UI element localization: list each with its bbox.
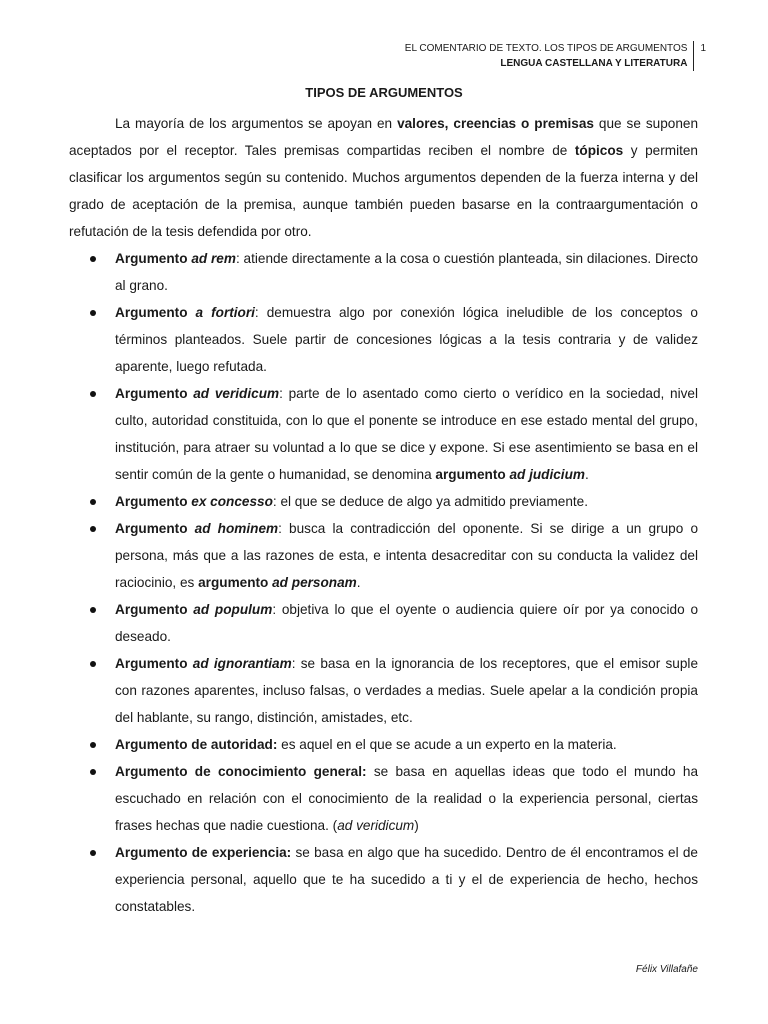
bullet-icon [90, 256, 96, 262]
bullet-icon [90, 607, 96, 613]
bullet-icon [90, 661, 96, 667]
page-header [405, 41, 706, 71]
bullet-icon [90, 499, 96, 505]
list-item-ad-rem: Argumento ad rem: atiende directamente a la cosa o cuestión planteada, sin dilaciones. Directo al grano. [69, 245, 698, 299]
bullet-icon [90, 742, 96, 748]
header-subject: LENGUA CASTELLANA Y LITERATURA [500, 58, 688, 69]
list-item-ad-hominem: Argumento ad hominem: busca la contradicción del oponente. Si se dirige a un grupo o persona, más que a las razones de esta, e intenta desacreditar con su conducta la validez del raciocinio, es argumento ad personam. [69, 515, 698, 596]
bullet-icon [90, 850, 96, 856]
bullet-icon [90, 391, 96, 397]
list-item-a-fortiori: Argumento a fortiori: demuestra algo por conexión lógica ineludible de los conceptos o términos planteados. Suele partir de concesiones lógicas a la tesis contraria y de validez aparente, luego refutada. [69, 299, 698, 380]
list-item-conocimiento-general: Argumento de conocimiento general: se basa en aquellas ideas que todo el mundo ha escuchado en relación con el conocimiento de la realidad o la experiencia personal, ciertas frases hechas que nadie cuestiona. (ad veridicum) [69, 758, 698, 839]
list-item-ad-veridicum: Argumento ad veridicum: parte de lo asentado como cierto o verídico en la sociedad, nivel culto, autoridad constituida, con lo que el ponente se introduce en ese estado mental del grupo, institución, para atraer su voluntad a lo que se dice y expone. Si ese asentimiento se basa en el sentir común de la gente o humanidad, se denomina argumento ad judicium. [69, 380, 698, 488]
bullet-icon [90, 526, 96, 532]
header-document-title: EL COMENTARIO DE TEXTO. LOS TIPOS DE ARGUMENTOS [404, 43, 688, 54]
intro-paragraph: La mayoría de los argumentos se apoyan en valores, creencias o premisas que se suponen aceptados por el receptor. Tales premisas compartidas reciben el nombre de tópicos y permiten clasificar los argumentos según su contenido. Muchos argumentos dependen de la fuerza interna y del grado de aceptación de la premisa, aunque también pueden basarse en la contraargumentación o refutación de la tesis defendida por otro. [69, 116, 698, 239]
page-title: TIPOS DE ARGUMENTOS [305, 85, 463, 100]
list-item-ad-populum: Argumento ad populum: objetiva lo que el oyente o audiencia quiere oír por ya conocido o deseado. [69, 596, 698, 650]
document-body [69, 110, 698, 920]
author-footer: Félix Villafañe [635, 964, 698, 975]
bullet-icon [90, 769, 96, 775]
list-item-ex-concesso: Argumento ex concesso: el que se deduce de algo ya admitido previamente. [69, 488, 698, 515]
list-item-autoridad: Argumento de autoridad: es aquel en el que se acude a un experto en la materia. [69, 731, 698, 758]
list-item-ad-ignorantiam: Argumento ad ignorantiam: se basa en la ignorancia de los receptores, que el emisor suple con razones aparentes, incluso falsas, o verdades a medias. Suele apelar a la condición propia del hablante, su rango, distinción, amistades, etc. [69, 650, 698, 731]
list-item-experiencia: Argumento de experiencia: se basa en algo que ha sucedido. Dentro de él encontramos el de experiencia personal, aquello que te ha sucedido a ti y el de experiencia de hecho, hechos constatables. [69, 839, 698, 920]
bullet-icon [90, 310, 96, 316]
header-text [405, 41, 695, 71]
argument-list [69, 245, 698, 920]
page-number: 1 [700, 43, 706, 54]
